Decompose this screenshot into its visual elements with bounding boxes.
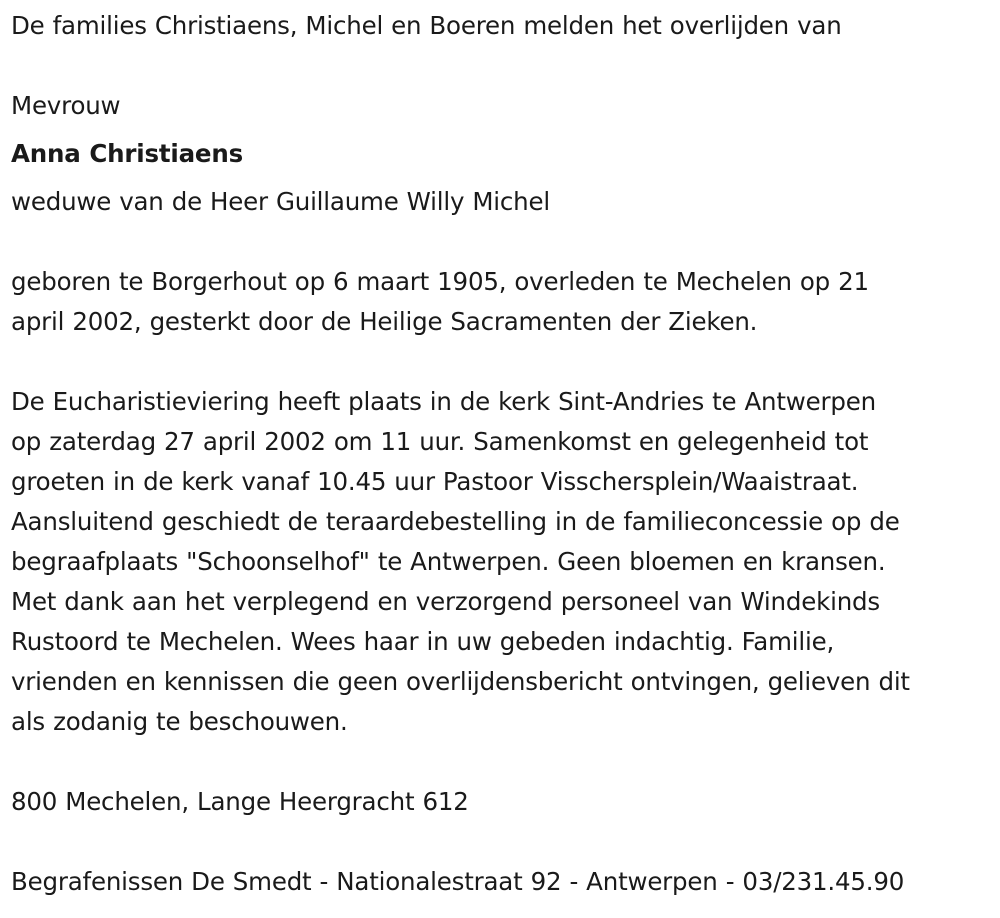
widow-line: weduwe van de Heer Guillaume Willy Michel: [11, 187, 550, 216]
service-paragraph: [11, 382, 910, 742]
title-line: Mevrouw: [11, 91, 121, 120]
honorific-title: [11, 86, 120, 126]
service-line: als zodanig te beschouwen.: [11, 707, 348, 736]
service-line: Rustoord te Mechelen. Wees haar in uw gebeden indachtig. Familie,: [11, 627, 835, 656]
address-text: [11, 782, 469, 822]
service-line: De Eucharistieviering heeft plaats in de kerk Sint-Andries te Antwerpen: [11, 387, 876, 416]
deceased-name: [11, 134, 243, 174]
name-line: Anna Christiaens: [11, 139, 243, 168]
birth-death-line: geboren te Borgerhout op 6 maart 1905, overleden te Mechelen op 21: [11, 267, 869, 296]
service-line: Met dank aan het verplegend en verzorgend personeel van Windekinds: [11, 587, 880, 616]
undertaker-line: Begrafenissen De Smedt - Nationalestraat 92 - Antwerpen - 03/231.45.90: [11, 867, 905, 896]
service-line: Aansluitend geschiedt de teraardebestelling in de familieconcessie op de: [11, 507, 900, 536]
service-line: begraafplaats "Schoonselhof" te Antwerpen. Geen bloemen en kransen.: [11, 547, 886, 576]
birth-death-line: april 2002, gesterkt door de Heilige Sacramenten der Zieken.: [11, 307, 758, 336]
undertaker-text: [11, 862, 904, 902]
intro-line: De families Christiaens, Michel en Boeren melden het overlijden van: [11, 11, 842, 40]
birth-death-paragraph: [11, 262, 869, 342]
service-line: groeten in de kerk vanaf 10.45 uur Pastoor Visschersplein/Waaistraat.: [11, 467, 859, 496]
service-line: op zaterdag 27 april 2002 om 11 uur. Samenkomst en gelegenheid tot: [11, 427, 869, 456]
address-line: 800 Mechelen, Lange Heergracht 612: [11, 787, 469, 816]
service-line: vrienden en kennissen die geen overlijdensbericht ontvingen, gelieven dit: [11, 667, 910, 696]
widow-of-text: [11, 182, 550, 222]
intro-text: [11, 6, 842, 46]
